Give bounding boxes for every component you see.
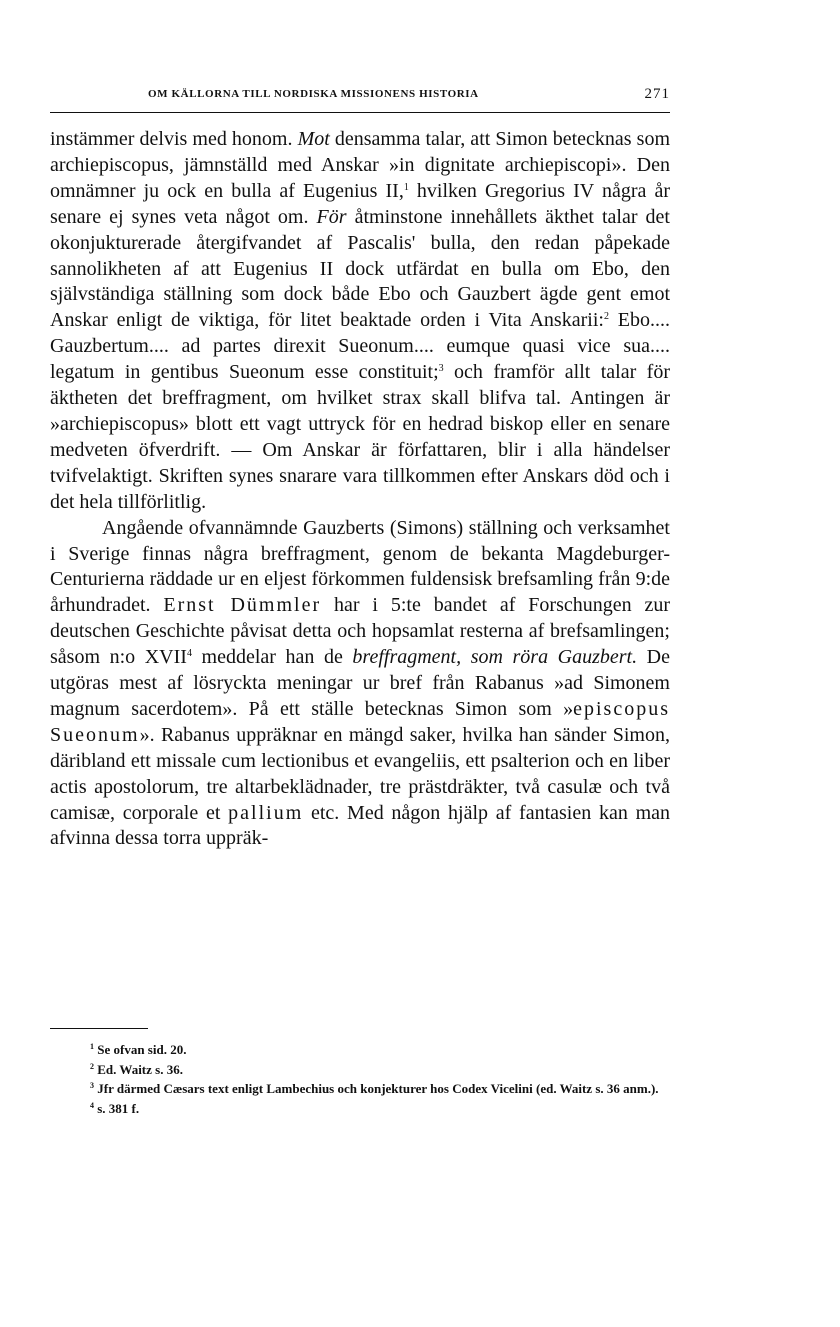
page-header xyxy=(50,86,670,108)
footnote-4: $^4$ s. 381 f. xyxy=(90,1100,140,1116)
footnote-ref-3: 3 xyxy=(438,363,444,375)
paragraph-1: instämmer delvis med honom. Mot densamma talar, att Simon betecknas som archiepiscopus, jämnställd med Anskar »in dignitate archiepiscopi». Den omnämner ju ock en bulla af Eugenius II,$^1$ hvilken Gregorius IV några år senare ej synes veta något om. För åtminstone innehållets äkthet talar det okonjukturerade återgifvandet af Pascalis' bulla, den redan påpekade sannolikheten af att Eugenius II dock utfärdat en bulla om Ebo, den självständiga ställning som dock både Ebo och Gauzbert ägde gent emot Anskar enligt de viktiga, för litet beaktade orden i Vita Anskarii:$^2$ Ebo.... Gauzbertum.... ad partes direxit Sueonum.... eumque quasi vice sua.... legatum in gentibus Sueonum esse constituit;$^3$ och framför allt talar för äktheten det breffragment, om hvilket strax skall blifva tal. Antingen är »archiepiscopus» blott ett vagt uttryck för en hedrad biskop eller en senare medveten öfverdrift. — Om Anskar är författaren, blir i alla händelser tvifvelaktigt. Skriften synes snarare vara tillkommen efter Anskars död och i det hela tillförlitlig. xyxy=(50,128,671,513)
paragraph-2: Angående ofvannämnde Gauzberts (Simons) ställning och verksamhet i Sverige finnas några breffragment, genom de bekanta Magdeburger-Centurierna räddade ur en eljest förkommen fuldensisk brefsamling från 9:de århundradet. Ernst Dümmler har i 5:te bandet af Forschungen zur deutschen Geschichte påvisat detta och hopsamlat resterna af brefsamlingen; såsom n:o XVII$^4$ meddelar han de breffragment, som röra Gauzbert. De utgöras mest af lösryckta meningar ur bref från Rabanus »ad Simonem magnum sacerdotem». På ett ställe betecknas Simon som »episcopus Sueonum». Rabanus uppräknar en mängd saker, hvilka han sänder Simon, däribland ett missale cum lectionibus et evangeliis, ett psalterion och en liber actis apostolorum, tre altarbeklädnader, tre prästdräkter, två casulæ och två camisæ, corporale et pallium etc. Med någon hjälp af fantasien kan man afvinna dessa torra uppräk- xyxy=(50,516,671,850)
footnote-ref-4: 4 xyxy=(186,648,192,660)
body-text xyxy=(50,127,670,852)
footnote-1: $^1$ Se ofvan sid. 20. xyxy=(90,1042,187,1057)
emphasis: breffragment, som röra Gauzbert. xyxy=(352,646,638,669)
emphasis: Mot xyxy=(297,128,330,150)
running-title: OM KÄLLORNA TILL NORDISKA MISSIONENS HISTORIA xyxy=(148,88,479,100)
spaced-term: pallium xyxy=(228,801,304,824)
header-rule xyxy=(50,112,670,113)
footnote-rule xyxy=(50,1028,148,1029)
footnotes xyxy=(50,1040,670,1118)
emphasis: För xyxy=(316,205,347,228)
footnote-2: $^2$ Ed. Waitz s. 36. xyxy=(90,1061,183,1077)
page-number: 271 xyxy=(644,86,670,102)
spaced-term: episcopus Sueonum xyxy=(50,697,670,746)
footnote-ref-2: 2 xyxy=(603,311,609,323)
footnote-ref-1: 1 xyxy=(403,181,409,193)
spaced-name: Ernst Dümmler xyxy=(163,594,322,617)
footnote-3: $^3$ Jfr därmed Cæsars text enligt Lambechius och konjekturer hos Codex Vicelini (ed. Waitz s. 36 anm.). xyxy=(90,1081,659,1096)
